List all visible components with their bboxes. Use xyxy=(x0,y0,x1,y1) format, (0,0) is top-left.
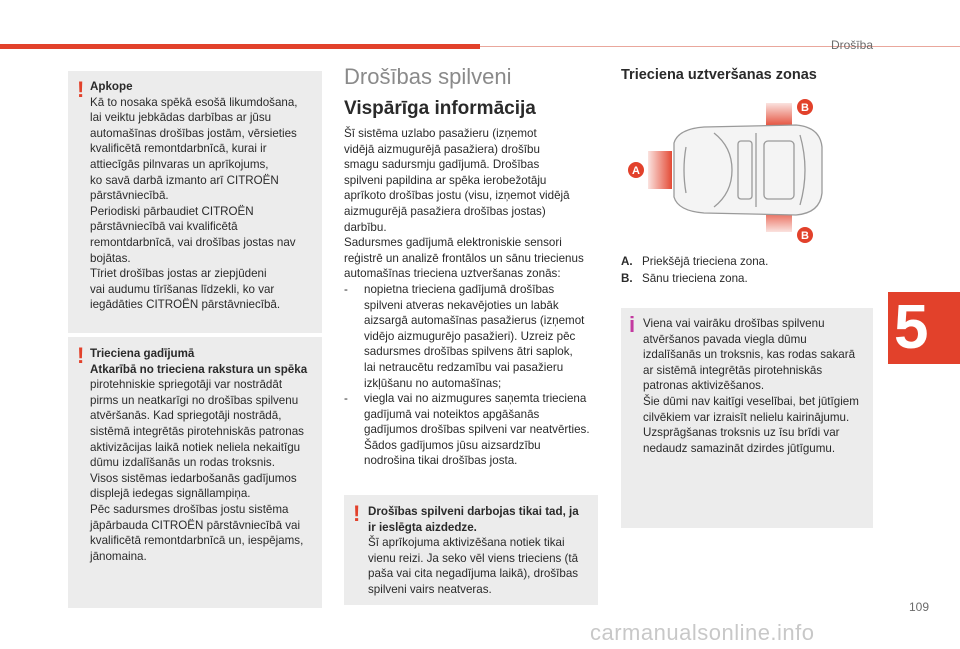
legend-key: B. xyxy=(621,272,633,285)
text-line: aprīkoto drošības jostu (visu, izņemot vidējā xyxy=(344,189,570,203)
collision-text xyxy=(90,346,322,564)
list-dash: - xyxy=(344,282,348,296)
text-line: reģistrē un analizē frontālos un sānu triecienus xyxy=(344,251,584,265)
info-icon: i xyxy=(629,312,636,337)
maintenance-heading: Apkope xyxy=(90,80,133,93)
impact-zones-title: Trieciena uztveršanas zonas xyxy=(621,67,817,83)
text-line: Drošības spilveni darbojas tikai tad, ja xyxy=(368,505,579,518)
legend-key: A. xyxy=(621,255,633,268)
text-line: spilveni vairs neatveras. xyxy=(368,582,492,596)
text-line: gadījumos drošības spilveni var neatvērties. xyxy=(364,423,590,437)
text-line: sadursmes drošības spilvens ātri saplok, xyxy=(364,345,573,359)
text-line: cilvēkiem var izraisīt nelielu kairinājumu. xyxy=(643,410,850,424)
text-line: lai veiktu jebkādas darbības ar jūsu xyxy=(90,111,272,125)
legend-text: Sānu trieciena zona. xyxy=(642,272,748,285)
text-line: ar sistēmā integrētās pirotehniskās xyxy=(643,363,823,377)
warning-icon: ! xyxy=(353,501,361,526)
text-line: gadījumā vai noteiktos apgāšanās xyxy=(364,407,540,421)
section-title: Drošības spilveni xyxy=(344,64,512,89)
text-line: ko savā darbā izmanto arī CITROËN xyxy=(90,173,279,187)
smoke-info-box xyxy=(621,308,873,528)
text-line: vidējā aizmugurējā pasažiera) drošību xyxy=(344,142,540,156)
text-line: nopietna trieciena gadījumā drošības xyxy=(364,282,555,296)
legend-text: Priekšējā trieciena zona. xyxy=(642,255,769,268)
text-line: bojātas. xyxy=(90,251,131,265)
maintenance-text xyxy=(90,79,320,313)
text-line: pirotehniskie spriegotāji var nostrādāt xyxy=(90,378,283,392)
text-line: spilveni atveras nekavējoties un labāk xyxy=(364,298,559,312)
legend-item xyxy=(621,270,768,287)
text-line: Šī sistēma uzlabo pasažieru (izņemot xyxy=(344,127,537,140)
text-line: remontdarbnīcā, vai drošības jostas nav xyxy=(90,235,296,249)
text-line: atvēršanos pavada viegla dūmu xyxy=(643,332,807,346)
text-line: aizmugurējā pasažiera drošības jostas) xyxy=(344,204,546,218)
side-impact-zone-top xyxy=(766,103,792,127)
maintenance-warning-box xyxy=(68,71,322,333)
text-line: pārstāvniecībā vai kvalificētā xyxy=(90,220,238,234)
text-line: Sadursmes gadījumā elektroniskie sensori xyxy=(344,236,562,250)
text-line: nodrošina tikai drošības josta. xyxy=(364,454,518,468)
text-line: atvēršanās. Kad spriegotāji nostrādā, xyxy=(90,409,282,423)
text-line: vai audumu tīrīšanas līdzekli, ko var xyxy=(90,282,275,296)
text-line: aktivizācijas laikā notiek neliela nekaitīgu xyxy=(90,440,301,454)
text-line: aizsargā automašīnas pasažierus (izņemot xyxy=(364,314,585,328)
text-line: patronas aktivizēšanos. xyxy=(643,379,765,393)
list-item xyxy=(344,391,606,469)
zone-b-top-label: B xyxy=(801,102,809,114)
text-line: iegādāties CITROËN pārstāvniecībā. xyxy=(90,298,281,312)
text-line: Uzsprāgšanas troksnis uz īsu brīdi var xyxy=(643,426,840,440)
warning-icon: ! xyxy=(77,343,85,368)
zone-b-bottom-label: B xyxy=(801,230,809,242)
zone-a-label: A xyxy=(632,165,640,177)
chapter-number-tab: 5 xyxy=(888,292,960,364)
text-line: jānomaina. xyxy=(90,549,147,563)
text-line: ir ieslēgta aizdedze. xyxy=(368,520,477,534)
list-item xyxy=(344,282,606,391)
watermark: carmanualsonline.info xyxy=(590,620,815,645)
text-line: dūmu izdalīšanās un rodas troksnis. xyxy=(90,456,275,470)
general-info-text xyxy=(344,126,606,469)
text-line: Šie dūmi nav kaitīgi veselībai, bet jūtīgiem xyxy=(643,394,859,408)
text-line: pārstāvniecībā. xyxy=(90,189,169,203)
text-line: vidējo aizmugurējo pasažieri). Uzreiz pēc xyxy=(364,329,576,343)
text-line: spilveni papildina ar spēka ierobežotāju xyxy=(344,173,547,187)
text-line: nedaudz samazināt dzirdes jūtīgumu. xyxy=(643,441,836,455)
text-line: Tīriet drošības jostas ar ziepjūdeni xyxy=(90,267,267,281)
collision-warning-box xyxy=(68,337,322,608)
text-line: Viena vai vairāku drošības spilvenu xyxy=(643,317,825,330)
list-dash: - xyxy=(344,392,348,406)
ignition-text xyxy=(368,504,596,598)
text-line: Šādos gadījumos jūsu aizsardzību xyxy=(364,438,541,452)
front-impact-zone xyxy=(648,151,672,189)
header-rule xyxy=(480,46,960,47)
text-line: Visos sistēmas iedarbošanās gadījumos xyxy=(90,471,297,485)
warning-icon: ! xyxy=(77,77,85,102)
text-line: kvalificētā remontdarbnīcā, kurai ir xyxy=(90,142,267,156)
text-line: attiecīgās pilnvaras un aprīkojums, xyxy=(90,157,269,171)
text-line: automašīnas trieciena uztveršanas zonās: xyxy=(344,267,561,281)
text-line: Pēc sadursmes drošības jostu sistēma xyxy=(90,502,289,516)
diagram-legend xyxy=(621,253,768,287)
text-line: vienu reizi. Ja seko vēl viens trieciens (tā xyxy=(368,551,579,565)
collision-heading: Trieciena gadījumā xyxy=(90,347,195,360)
collision-subheading: Atkarībā no trieciena rakstura un spēka xyxy=(90,362,308,376)
sub-title: Vispārīga informācija xyxy=(344,98,536,119)
text-line: Periodiski pārbaudiet CITROËN xyxy=(90,204,254,218)
page-number: 109 xyxy=(909,600,930,614)
legend-item xyxy=(621,253,768,270)
text-line: darbību. xyxy=(344,220,387,234)
text-line: Šī aprīkojuma aktivizēšana notiek tikai xyxy=(368,536,565,550)
header-accent-bar xyxy=(0,44,480,49)
car-top-view-icon xyxy=(674,125,822,215)
smoke-info-text xyxy=(643,316,871,456)
text-line: izdalīšanās un troksnis, kas rodas sakarā xyxy=(643,348,856,362)
ignition-warning-box xyxy=(344,495,598,605)
text-line: Kā to nosaka spēkā esošā likumdošana, xyxy=(90,95,298,109)
text-line: smagu sadursmju gadījumā. Drošības xyxy=(344,158,540,172)
impact-zones-diagram xyxy=(614,95,824,245)
text-line: automašīnas drošības jostām, vērsieties xyxy=(90,126,297,140)
text-line: kvalificētā remontdarbnīcā un, iespējams, xyxy=(90,534,304,548)
text-line: pirms un neatkarīgi no drošības spilvenu xyxy=(90,393,299,407)
text-line: jāpārbauda CITROËN pārstāvniecībā vai xyxy=(90,518,301,532)
text-line: displejā iedegas signāllampiņa. xyxy=(90,487,251,501)
chapter-title: Drošība xyxy=(830,38,873,52)
text-line: viegla vai no aizmugures saņemta trieciena xyxy=(364,392,587,406)
text-line: lai netraucētu redzamību vai pasažieru xyxy=(364,360,564,374)
text-line: izkļūšanu no automašīnas; xyxy=(364,376,502,390)
text-line: sistēmā integrētās pirotehniskās patronas xyxy=(90,424,304,438)
text-line: paša vai cita negadījuma laikā), drošības xyxy=(368,567,579,581)
